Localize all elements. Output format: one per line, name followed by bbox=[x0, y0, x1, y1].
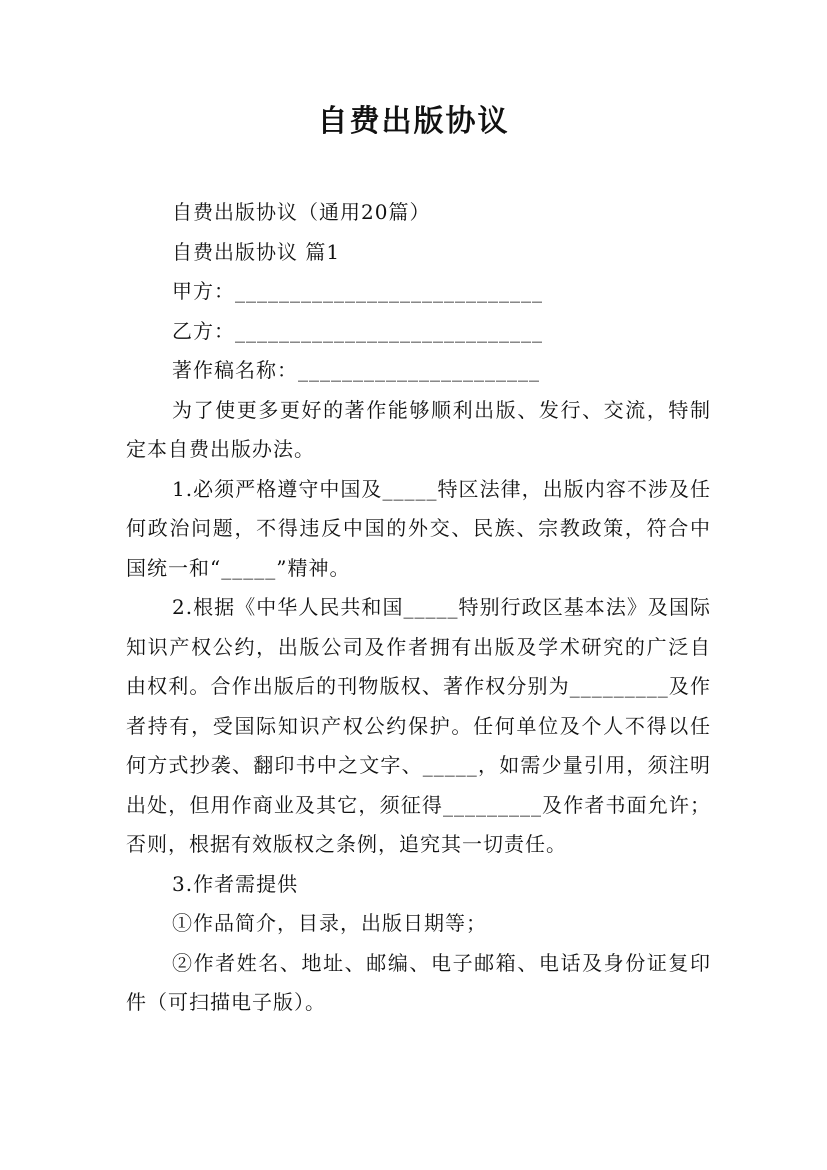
manuscript-name-line: 著作稿名称：______________________ bbox=[172, 358, 540, 382]
clause-1-paragraph: 1.必须严格遵守中国及_____特区法律，出版内容不涉及任何政治问题，不得违反中国的外交、民族、宗教政策，符合中国统一和“_____”精神。 bbox=[126, 476, 711, 580]
clause-2-paragraph: 2.根据《中华人民共和国_____特别行政区基本法》及国际知识产权公约，出版公司及作者拥有出版及学术研究的广泛自由权利。合作出版后的刊物版权、著作权分别为_________及作者持有，受国际知识产权公约保护。任何单位及个人不得以任何方式抄袭、翻印书中之文字、_____，如需少量引用，须注明出处，但用作商业及其它，须征得_________及作者书面允许；否则，根据有效版权之条例，追究其一切责任。 bbox=[126, 595, 711, 856]
clause-3-item-2: ②作者姓名、地址、邮编、电子邮箱、电话及身份证复印件（可扫描电子版）。 bbox=[126, 950, 711, 1014]
section-heading: 自费出版协议 篇1 bbox=[172, 239, 341, 264]
preamble-paragraph: 为了使更多更好的著作能够顺利出版、发行、交流，特制定本自费出版办法。 bbox=[126, 397, 711, 461]
clause-3-heading: 3.作者需提供 bbox=[172, 871, 299, 896]
party-a-line: 甲方：____________________________ bbox=[172, 279, 543, 303]
document-title: 自费出版协议 bbox=[317, 104, 510, 139]
party-b-line: 乙方：____________________________ bbox=[172, 318, 543, 343]
document-body bbox=[126, 193, 711, 1023]
clause-3-item-1: ①作品简介，目录，出版日期等； bbox=[172, 911, 487, 935]
subtitle-line: 自费出版协议（通用20篇） bbox=[172, 200, 431, 224]
